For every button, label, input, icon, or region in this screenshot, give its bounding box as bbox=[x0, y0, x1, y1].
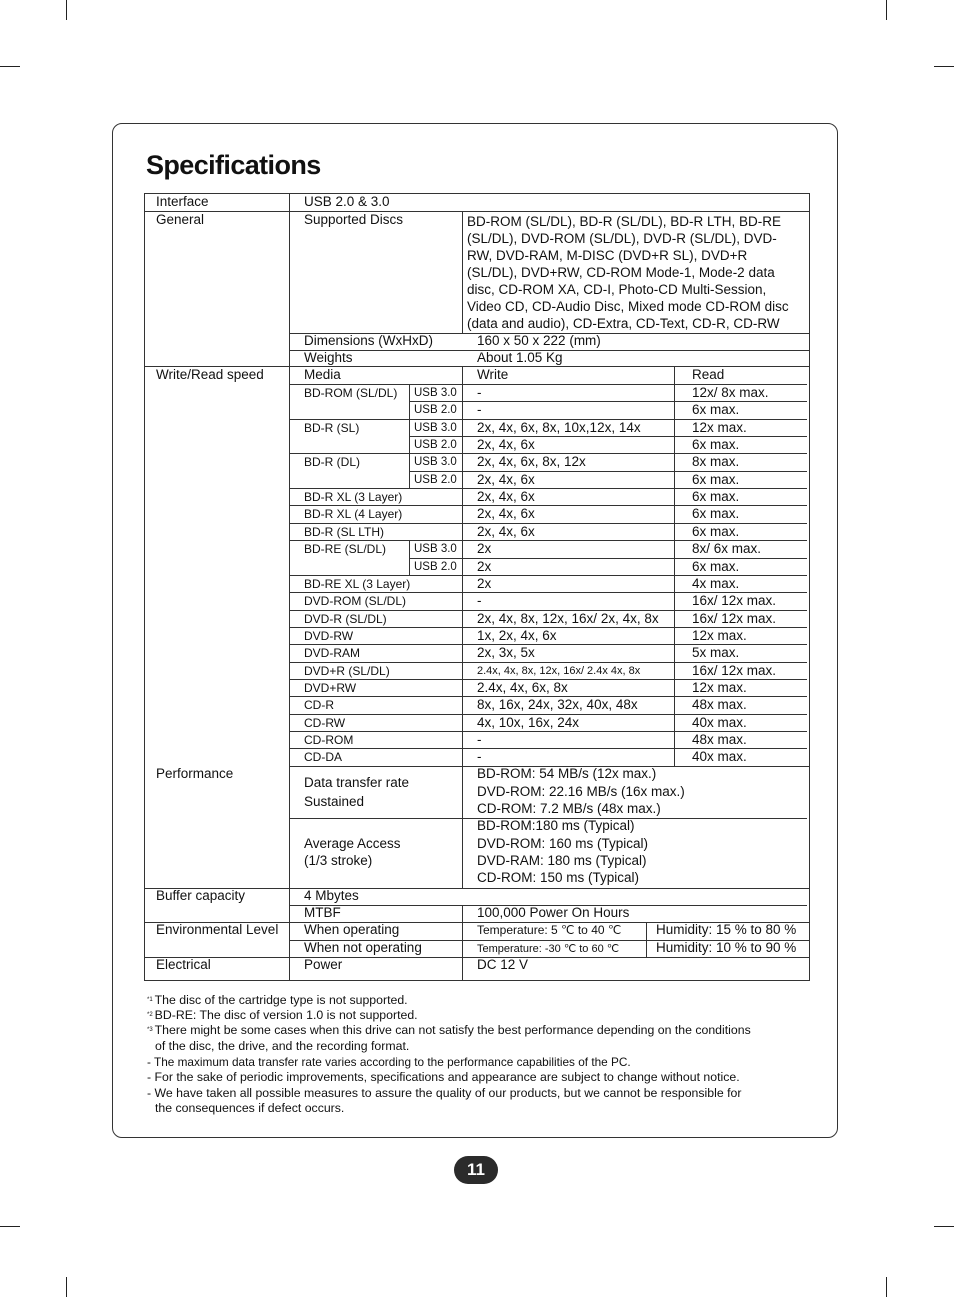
speed-media: CD-RW bbox=[304, 716, 346, 730]
speed-media: CD-ROM bbox=[304, 733, 354, 747]
speed-media: BD-R (DL) bbox=[304, 455, 360, 469]
performance-label: Performance bbox=[156, 766, 234, 781]
grid-line bbox=[462, 211, 809, 212]
speed-write: 2x bbox=[477, 576, 492, 591]
mtbf-label: MTBF bbox=[304, 905, 341, 920]
speed-media: DVD+RW bbox=[304, 681, 357, 695]
note-2: - For the sake of periodic improvements, specifications and appearance are subject to change without notice. bbox=[147, 1070, 740, 1084]
speed-write: 2x, 4x, 8x, 12x, 16x/ 2x, 4x, 8x bbox=[477, 611, 659, 626]
grid-line bbox=[409, 558, 807, 559]
speed-read: 8x max. bbox=[692, 454, 740, 469]
speed-write: - bbox=[477, 732, 482, 747]
speed-read: 40x max. bbox=[692, 749, 747, 764]
footnote-text: There might be some cases when this drive can not satisfy the best performance depending on the conditions bbox=[154, 1023, 751, 1037]
access-value: BD-ROM:180 ms (Typical) bbox=[477, 818, 635, 833]
grid-line bbox=[462, 211, 463, 333]
speed-media: DVD-R (SL/DL) bbox=[304, 612, 387, 626]
not-operating-temperature: Temperature: -30 ℃ to 60 ℃ bbox=[477, 943, 620, 955]
dimensions-value: 160 x 50 x 222 (mm) bbox=[477, 333, 601, 348]
speed-read: 16x/ 12x max. bbox=[692, 593, 777, 608]
power-value: DC 12 V bbox=[477, 957, 529, 972]
speed-usb: USB 3.0 bbox=[414, 543, 457, 555]
speed-read: 4x max. bbox=[692, 576, 740, 591]
discs-line: RW, DVD-RAM, M-DISC (DVD+R SL), DVD+R bbox=[467, 248, 748, 263]
grid-line bbox=[409, 401, 807, 402]
footnote-text: BD-RE: The disc of version 1.0 is not supported. bbox=[154, 1008, 418, 1022]
grid-line bbox=[409, 419, 410, 453]
crop-mark bbox=[934, 66, 954, 67]
transfer-value: CD-ROM: 7.2 MB/s (48x max.) bbox=[477, 801, 661, 816]
speed-usb: USB 3.0 bbox=[414, 387, 457, 399]
electrical-label: Electrical bbox=[156, 957, 211, 972]
speed-read: 6x max. bbox=[692, 472, 740, 487]
speed-write: 2x, 4x, 6x bbox=[477, 506, 535, 521]
speed-write: 1x, 2x, 4x, 6x bbox=[477, 628, 557, 643]
speed-write: 2x, 4x, 6x, 8x, 10x,12x, 14x bbox=[477, 420, 641, 435]
environment-label: Environmental Level bbox=[156, 922, 279, 937]
speed-label: Write/Read speed bbox=[156, 367, 264, 382]
supported-discs-value bbox=[467, 213, 807, 332]
speed-media: DVD+R (SL/DL) bbox=[304, 664, 390, 678]
grid-line bbox=[409, 436, 807, 437]
speed-usb: USB 2.0 bbox=[414, 561, 457, 573]
speed-read: 12x max. bbox=[692, 680, 747, 695]
speed-read: 6x max. bbox=[692, 402, 740, 417]
crop-mark bbox=[886, 0, 887, 20]
speed-media: BD-R (SL LTH) bbox=[304, 525, 385, 539]
speed-write: 2x bbox=[477, 559, 492, 574]
dimensions-label: Dimensions (WxHxD) bbox=[304, 333, 434, 348]
note-3-cont: the consequences if defect occurs. bbox=[155, 1101, 345, 1115]
footnote-mark: *1 bbox=[147, 997, 153, 1003]
power-label: Power bbox=[304, 957, 343, 972]
not-operating-label: When not operating bbox=[304, 940, 422, 955]
speed-media: BD-R XL (4 Layer) bbox=[304, 507, 403, 521]
crop-mark bbox=[0, 1226, 20, 1227]
speed-write: 2x, 4x, 6x, 8x, 12x bbox=[477, 454, 586, 469]
footnote-2 bbox=[147, 1008, 812, 1024]
grid-line bbox=[462, 366, 463, 766]
crop-mark bbox=[934, 1226, 954, 1227]
discs-line: disc, CD-ROM XA, CD-I, Photo-CD Multi-Session, bbox=[467, 282, 767, 297]
buffer-label: Buffer capacity bbox=[156, 888, 246, 903]
footnote-3 bbox=[147, 1023, 812, 1039]
speed-media: DVD-ROM (SL/DL) bbox=[304, 594, 407, 608]
speed-read: 12x/ 8x max. bbox=[692, 385, 769, 400]
speed-write: 4x, 10x, 16x, 24x bbox=[477, 715, 580, 730]
speed-media: CD-R bbox=[304, 698, 334, 712]
crop-mark bbox=[66, 1277, 67, 1297]
discs-line: (SL/DL), DVD-ROM (SL/DL), DVD-R (SL/DL), DVD- bbox=[467, 231, 777, 246]
not-operating-humidity: Humidity: 10 % to 90 % bbox=[656, 940, 797, 955]
access-label: Average Access bbox=[304, 836, 401, 851]
transfer-value: BD-ROM: 54 MB/s (12x max.) bbox=[477, 766, 657, 781]
speed-read: 48x max. bbox=[692, 697, 747, 712]
speed-read: 16x/ 12x max. bbox=[692, 611, 777, 626]
discs-line: BD-ROM (SL/DL), BD-R (SL/DL), BD-R LTH, BD-RE bbox=[467, 214, 782, 229]
operating-temperature: Temperature: 5 ℃ to 40 ℃ bbox=[477, 923, 622, 937]
speed-write: 2x, 4x, 6x bbox=[477, 437, 535, 452]
speed-usb: USB 2.0 bbox=[414, 439, 457, 451]
speed-media: BD-R (SL) bbox=[304, 421, 360, 435]
note-1: - The maximum data transfer rate varies according to the performance capabilities of the PC. bbox=[147, 1055, 631, 1069]
crop-mark bbox=[886, 1277, 887, 1297]
grid-line bbox=[462, 905, 463, 922]
page-number: 11 bbox=[454, 1156, 498, 1184]
transfer-value: DVD-ROM: 22.16 MB/s (16x max.) bbox=[477, 784, 685, 799]
discs-line: Video CD, CD-Audio Disc, Mixed mode CD-ROM disc bbox=[467, 299, 789, 314]
footnote-3-cont: of the disc, the drive, and the recording format. bbox=[155, 1039, 410, 1053]
speed-read: 6x max. bbox=[692, 437, 740, 452]
speed-head-media: Media bbox=[304, 367, 341, 382]
grid-line bbox=[289, 193, 290, 980]
transfer-label-sustained: Sustained bbox=[304, 794, 365, 809]
grid-line bbox=[674, 366, 675, 766]
grid-line bbox=[462, 766, 463, 888]
speed-read: 6x max. bbox=[692, 506, 740, 521]
weights-label: Weights bbox=[304, 350, 353, 365]
speed-write: 2x, 3x, 5x bbox=[477, 645, 535, 660]
interface-label: Interface bbox=[156, 194, 209, 209]
supported-discs-label: Supported Discs bbox=[304, 212, 404, 227]
speed-write: - bbox=[477, 749, 482, 764]
speed-usb: USB 3.0 bbox=[414, 456, 457, 468]
footnote-1 bbox=[147, 993, 812, 1009]
grid-line bbox=[409, 453, 410, 488]
buffer-value: 4 Mbytes bbox=[304, 888, 359, 903]
grid-line bbox=[462, 957, 463, 980]
footnote-text: The disc of the cartridge type is not supported. bbox=[154, 993, 408, 1007]
speed-head-write: Write bbox=[477, 367, 509, 382]
access-value: DVD-RAM: 180 ms (Typical) bbox=[477, 853, 647, 868]
speed-media: BD-ROM (SL/DL) bbox=[304, 386, 398, 400]
general-label: General bbox=[156, 212, 205, 227]
transfer-label: Data transfer rate bbox=[304, 775, 410, 790]
speed-media: BD-RE (SL/DL) bbox=[304, 542, 387, 556]
speed-usb: USB 3.0 bbox=[414, 422, 457, 434]
speed-write: - bbox=[477, 402, 482, 417]
access-label-stroke: (1/3 stroke) bbox=[304, 853, 373, 868]
grid-line bbox=[409, 471, 807, 472]
speed-media: DVD-RW bbox=[304, 629, 354, 643]
crop-mark bbox=[66, 0, 67, 20]
speed-usb: USB 2.0 bbox=[414, 404, 457, 416]
footnote-mark: *2 bbox=[147, 1012, 153, 1018]
speed-write: 2x, 4x, 6x bbox=[477, 489, 535, 504]
access-value: DVD-ROM: 160 ms (Typical) bbox=[477, 836, 649, 851]
crop-mark bbox=[0, 66, 20, 67]
speed-media: BD-RE XL (3 Layer) bbox=[304, 577, 411, 591]
interface-value: USB 2.0 & 3.0 bbox=[304, 194, 390, 209]
footnote-mark: *3 bbox=[147, 1027, 153, 1033]
weights-value: About 1.05 Kg bbox=[477, 350, 563, 365]
speed-read: 12x max. bbox=[692, 420, 747, 435]
mtbf-value: 100,000 Power On Hours bbox=[477, 905, 630, 920]
discs-line: (SL/DL), DVD+RW, CD-ROM Mode-1, Mode-2 data bbox=[467, 265, 775, 280]
discs-line: (data and audio), CD-Extra, CD-Text, CD-R, CD-RW bbox=[467, 316, 780, 331]
speed-usb: USB 2.0 bbox=[414, 474, 457, 486]
speed-read: 6x max. bbox=[692, 489, 740, 504]
grid-line bbox=[409, 540, 410, 575]
speed-write: - bbox=[477, 593, 482, 608]
note-3: - We have taken all possible measures to assure the quality of our products, but we cannot be responsible for bbox=[147, 1086, 742, 1100]
speed-media: DVD-RAM bbox=[304, 646, 360, 660]
operating-humidity: Humidity: 15 % to 80 % bbox=[656, 922, 797, 937]
operating-label: When operating bbox=[304, 922, 400, 937]
speed-read: 5x max. bbox=[692, 645, 740, 660]
access-value: CD-ROM: 150 ms (Typical) bbox=[477, 870, 640, 885]
page-title: Specifications bbox=[146, 150, 321, 180]
speed-read: 6x max. bbox=[692, 559, 740, 574]
speed-write: 8x, 16x, 24x, 32x, 40x, 48x bbox=[477, 697, 638, 712]
speed-read: 16x/ 12x max. bbox=[692, 663, 777, 678]
grid-line bbox=[409, 384, 410, 419]
speed-read: 6x max. bbox=[692, 524, 740, 539]
speed-write: 2.4x, 4x, 8x, 12x, 16x/ 2.4x 4x, 8x bbox=[477, 665, 641, 677]
speed-read: 48x max. bbox=[692, 732, 747, 747]
speed-write: 2.4x, 4x, 6x, 8x bbox=[477, 680, 568, 695]
speed-write: 2x, 4x, 6x bbox=[477, 524, 535, 539]
speed-media: BD-R XL (3 Layer) bbox=[304, 490, 403, 504]
speed-write: 2x, 4x, 6x bbox=[477, 472, 535, 487]
speed-write: 2x bbox=[477, 541, 492, 556]
speed-media: CD-DA bbox=[304, 750, 342, 764]
speed-read: 40x max. bbox=[692, 715, 747, 730]
speed-read: 8x/ 6x max. bbox=[692, 541, 762, 556]
speed-write: - bbox=[477, 385, 482, 400]
speed-head-read: Read bbox=[692, 367, 725, 382]
speed-read: 12x max. bbox=[692, 628, 747, 643]
